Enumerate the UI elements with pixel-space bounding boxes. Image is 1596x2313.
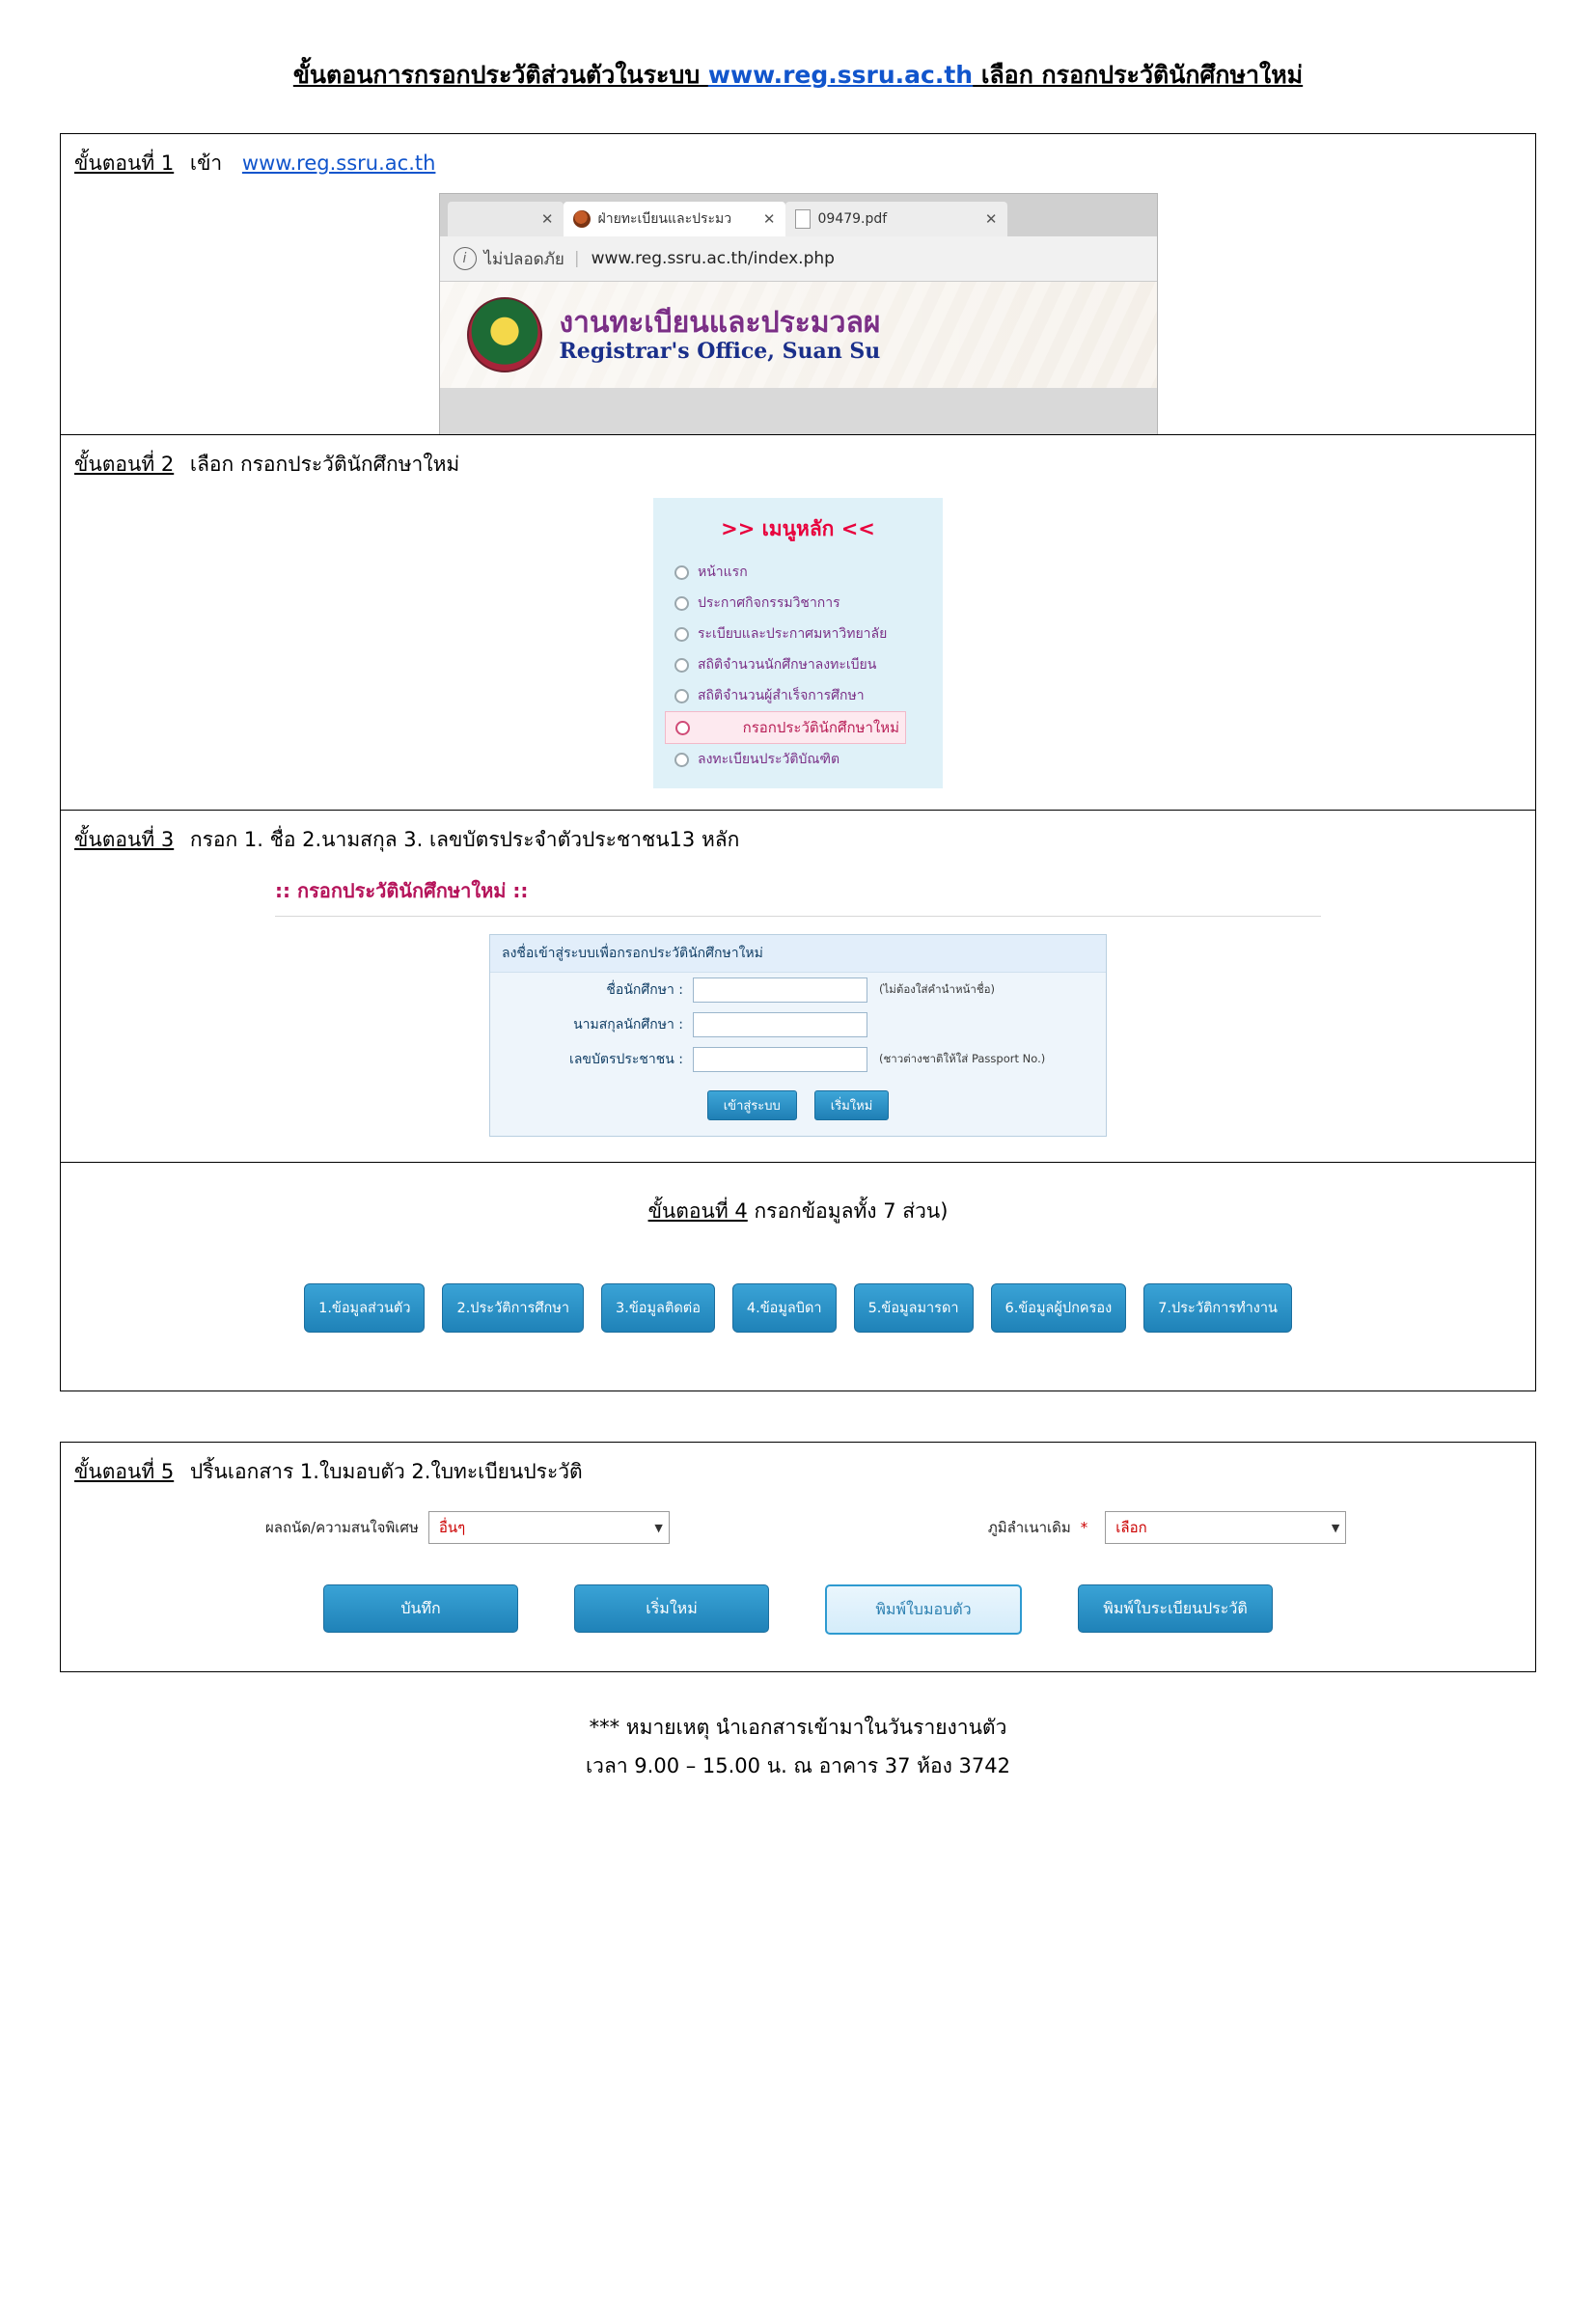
- step-5-fields: [61, 1511, 1535, 1544]
- firstname-hint: (ไม่ต้องใส่คำนำหน้าชื่อ): [879, 982, 996, 996]
- step-5-number: ขั้นตอนที่ 5: [74, 1460, 175, 1483]
- menu-item-home[interactable]: [653, 557, 943, 588]
- address-url: www.reg.ssru.ac.th/index.php: [591, 249, 835, 268]
- step-4-number: ขั้นตอนที่ 4: [647, 1199, 748, 1223]
- browser-tab-pdf[interactable]: [785, 202, 1007, 236]
- main-menu-panel: [653, 498, 943, 788]
- page-title-suffix: เลือก กรอกประวัตินักศึกษาใหม่: [973, 61, 1304, 89]
- hometown-required-marker: *: [1080, 1519, 1088, 1536]
- print-submission-form-button[interactable]: พิมพ์ใบมอบตัว: [825, 1584, 1022, 1635]
- login-form: [489, 934, 1107, 1137]
- menu-item-label: สถิติจำนวนนักศึกษาลงทะเบียน: [698, 657, 877, 673]
- browser-address-bar[interactable]: [440, 236, 1157, 282]
- menu-item-academic-news[interactable]: [653, 588, 943, 619]
- step-3-box: [61, 811, 1535, 1163]
- login-form-heading: :: กรอกประวัตินักศึกษาใหม่ ::: [275, 879, 529, 902]
- browser-tab-active-title: ฝ่ายทะเบียนและประมว: [597, 211, 732, 227]
- step-5-buttons: [61, 1584, 1535, 1635]
- print-profile-record-button[interactable]: พิมพ์ใบระเบียนประวัติ: [1078, 1584, 1273, 1633]
- page-title-link[interactable]: www.reg.ssru.ac.th: [707, 61, 974, 89]
- bullet-icon: [674, 753, 689, 767]
- step-1-number: ขั้นตอนที่ 1: [74, 151, 175, 175]
- favicon-icon: [573, 210, 591, 228]
- idcard-hint: (ชาวต่างชาติให้ใส่ Passport No.): [879, 1052, 1046, 1065]
- step-1-label: [61, 134, 1535, 179]
- tab-father-info[interactable]: 4.ข้อมูลบิดา: [732, 1283, 837, 1333]
- special-interest-select[interactable]: [428, 1511, 670, 1544]
- lastname-label: นามสกุลนักศึกษา :: [573, 1017, 683, 1033]
- step-3-number: ขั้นตอนที่ 3: [74, 828, 175, 851]
- bullet-icon: [674, 565, 689, 580]
- login-submit-button[interactable]: เข้าสู่ระบบ: [707, 1090, 797, 1120]
- site-header-line2: Registrar's Office, Suan Su: [559, 338, 881, 364]
- browser-tab-pdf-title: 09479.pdf: [817, 211, 888, 227]
- menu-item-label: สถิติจำนวนผู้สำเร็จการศึกษา: [698, 688, 865, 703]
- save-button[interactable]: บันทึก: [323, 1584, 518, 1633]
- lastname-input[interactable]: [693, 1012, 867, 1037]
- idcard-input[interactable]: [693, 1047, 867, 1072]
- step-1-link[interactable]: www.reg.ssru.ac.th: [241, 151, 436, 175]
- tab-education-history[interactable]: 2.ประวัติการศึกษา: [442, 1283, 584, 1333]
- chevron-down-icon[interactable]: ▼: [654, 1521, 663, 1534]
- university-seal-icon: [467, 297, 542, 372]
- bullet-icon: [674, 627, 689, 642]
- divider: [275, 916, 1321, 917]
- bullet-icon: [674, 658, 689, 673]
- steps-container: [60, 133, 1536, 1672]
- step-2-number: ขั้นตอนที่ 2: [74, 453, 175, 476]
- hometown-value: เลือก: [1115, 1519, 1147, 1536]
- step-5-label: [61, 1443, 1535, 1488]
- address-separator: |: [573, 249, 580, 268]
- page-title-prefix: ขั้นตอนการกรอกประวัติส่วนตัวในระบบ: [292, 61, 708, 89]
- step-3-label: [61, 811, 1535, 856]
- close-icon[interactable]: ✕: [540, 210, 554, 228]
- bullet-icon: [674, 689, 689, 703]
- steps-1-4-group: [60, 133, 1536, 1391]
- site-header-banner: [440, 282, 1157, 388]
- tab-guardian-info[interactable]: 6.ข้อมูลผู้ปกครอง: [991, 1283, 1127, 1333]
- field-row-idcard: [490, 1042, 1106, 1077]
- section-tabs: [61, 1283, 1535, 1333]
- special-interest-value: อื่นๆ: [438, 1519, 466, 1536]
- step-4-label: [61, 1196, 1535, 1227]
- browser-tab-partial[interactable]: [448, 202, 564, 236]
- menu-item-label: หน้าแรก: [698, 564, 748, 580]
- group-spacer: [60, 1391, 1536, 1442]
- menu-item-label: กรอกประวัตินักศึกษาใหม่: [742, 719, 899, 736]
- security-label: ไม่ปลอดภัย: [483, 249, 564, 269]
- step-4-text: กรอกข้อมูลทั้ง 7 ส่วน): [754, 1199, 949, 1223]
- menu-item-label: ระเบียบและประกาศมหาวิทยาลัย: [698, 626, 888, 642]
- step-4-box: [61, 1196, 1535, 1333]
- login-reset-button[interactable]: เริ่มใหม่: [814, 1090, 889, 1120]
- menu-item-label: ประกาศกิจกรรมวิชาการ: [698, 595, 840, 611]
- step-5-box: [61, 1443, 1535, 1635]
- step-3-text: กรอก 1. ชื่อ 2.นามสกุล 3. เลขบัตรประจำตัวประชาชน13 หลัก: [189, 828, 740, 851]
- bullet-icon: [674, 596, 689, 611]
- footer-note-line1: *** หมายเหตุ นำเอกสารเข้ามาในวันรายงานตัว: [589, 1716, 1007, 1739]
- step-1-text: เข้า: [189, 151, 223, 175]
- firstname-input[interactable]: [693, 978, 867, 1003]
- step-1-box: [61, 134, 1535, 435]
- browser-screenshot: [439, 193, 1158, 434]
- login-form-header: ลงชื่อเข้าสู่ระบบเพื่อกรอกประวัตินักศึกษาใหม่: [490, 935, 1106, 973]
- main-menu-title: >> เมนูหลัก <<: [721, 517, 875, 540]
- step-2-text: เลือก กรอกประวัตินักศึกษาใหม่: [189, 453, 460, 476]
- menu-item-new-student-profile[interactable]: [665, 711, 906, 744]
- special-interest-label: ผลถนัด/ความสนใจพิเศษ: [265, 1519, 419, 1536]
- menu-item-graduate-stats[interactable]: [653, 680, 943, 711]
- bullet-icon: [675, 721, 690, 735]
- field-row-firstname: [490, 973, 1106, 1007]
- site-header-line1: งานทะเบียนและประมวลผ: [559, 305, 881, 340]
- site-header-text: [560, 307, 881, 364]
- footer-note: [0, 1709, 1596, 1786]
- footer-note-line2: เวลา 9.00 – 15.00 น. ณ อาคาร 37 ห้อง 3742: [586, 1753, 1010, 1777]
- tab-mother-info[interactable]: 5.ข้อมูลมารดา: [854, 1283, 974, 1333]
- hometown-select[interactable]: [1105, 1511, 1346, 1544]
- step-2-box: [61, 435, 1535, 811]
- menu-item-graduate-registration[interactable]: [653, 744, 943, 775]
- step-2-label: [61, 435, 1535, 481]
- step-5-group: [60, 1442, 1536, 1672]
- reset-button[interactable]: เริ่มใหม่: [574, 1584, 769, 1633]
- menu-item-label: ลงทะเบียนประวัติบัณฑิต: [698, 752, 840, 767]
- info-icon[interactable]: i: [454, 247, 477, 270]
- tab-contact-info[interactable]: 3.ข้อมูลติดต่อ: [601, 1283, 715, 1333]
- firstname-label: ชื่อนักศึกษา :: [606, 982, 683, 998]
- menu-item-enrollment-stats[interactable]: [653, 649, 943, 680]
- idcard-label: เลขบัตรประชาชน :: [569, 1052, 683, 1067]
- pdf-file-icon: [795, 209, 811, 229]
- tab-personal-info[interactable]: 1.ข้อมูลส่วนตัว: [304, 1283, 425, 1333]
- hometown-label: ภูมิลำเนาเดิม: [987, 1519, 1071, 1536]
- menu-item-regulations[interactable]: [653, 619, 943, 649]
- close-icon[interactable]: ✕: [984, 210, 998, 228]
- login-buttons: [490, 1077, 1106, 1136]
- browser-tab-active[interactable]: [564, 202, 785, 236]
- close-icon[interactable]: ✕: [762, 210, 776, 228]
- field-row-lastname: [490, 1007, 1106, 1042]
- document-page: [0, 56, 1596, 2313]
- page-title: [0, 56, 1596, 95]
- tab-work-history[interactable]: 7.ประวัติการทำงาน: [1143, 1283, 1292, 1333]
- chevron-down-icon[interactable]: ▼: [1331, 1521, 1340, 1534]
- browser-tabbar: [440, 194, 1157, 236]
- step-5-text: ปริ้นเอกสาร 1.ใบมอบตัว 2.ใบทะเบียนประวัติ: [189, 1460, 583, 1483]
